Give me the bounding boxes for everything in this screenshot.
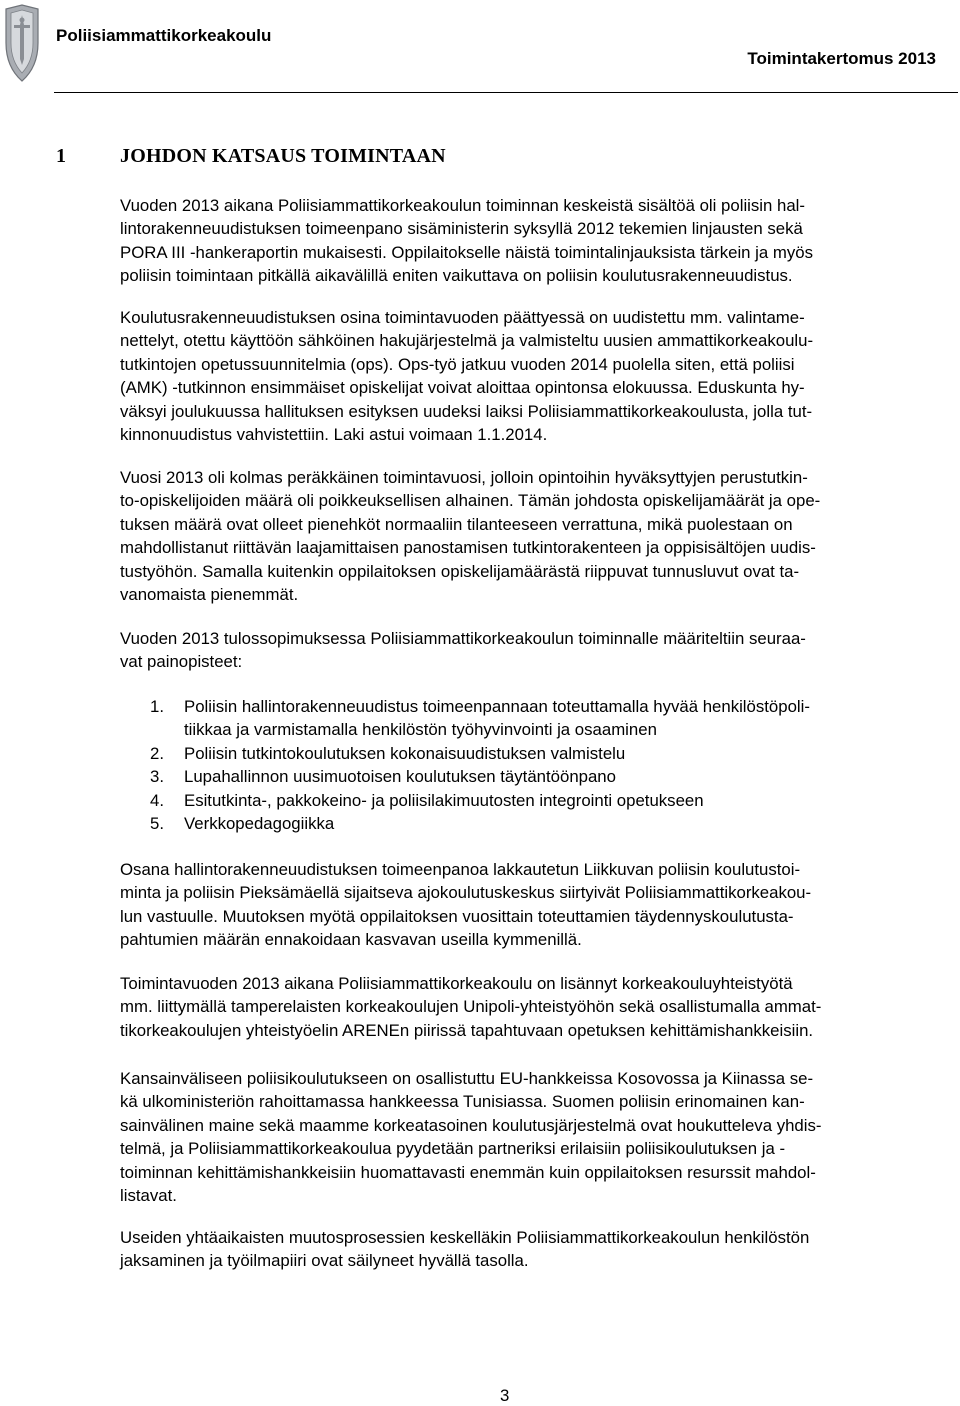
text-line: minta ja poliisin Pieksämäellä sijaitseva ajokoulutuskeskus siirtyivät Poliisiammattikorkeakou- — [120, 883, 812, 903]
text-line: mahdollistanut riittävän laajamittaisen panostamisen tutkintorakenteen ja oppisisältöjen uudis- — [120, 538, 816, 558]
text-line: pahtumien määrän ennakoidaan kasvavan useilla kymmenillä. — [120, 930, 582, 950]
text-line: lun vastuulle. Muutoksen myötä oppilaitoksen vuosittain toteuttamien täydennyskoulutusta- — [120, 906, 794, 926]
list-item-number: 2. — [150, 743, 164, 763]
text-line: väksyi joulukuussa hallituksen esityksen uudeksi laiksi Poliisiammattikorkeakoulusta, jolla tut- — [120, 401, 813, 421]
paragraph — [120, 1226, 960, 1273]
paragraph — [120, 972, 960, 1042]
list-item — [120, 789, 960, 812]
text-line: Vuoden 2013 aikana Poliisiammattikorkeakoulun toiminnan keskeistä sisältöä oli poliisin hal- — [120, 196, 805, 215]
page-number: 3 — [500, 1386, 510, 1405]
section-number: 1 — [56, 145, 66, 167]
text-line: tuksen määrä ovat olleet pienehköt normaaliin tilanteeseen verrattuna, mikä puolestaan on — [120, 514, 793, 534]
list-item — [120, 742, 960, 765]
text-line: vanomaista pienemmät. — [120, 585, 299, 605]
text-line: listavat. — [120, 1186, 177, 1206]
list-item-number: 3. — [150, 767, 164, 787]
paragraph — [120, 466, 960, 606]
list-item-text: Verkkopedagogiikka — [184, 814, 335, 834]
list-item-number: 4. — [150, 790, 164, 810]
text-line: tikorkeakoulujen yhteistyöelin ARENEn piirissä tapahtuvaan opetuksen kehittämishankkeisiin. — [120, 1020, 814, 1040]
text-line: Vuoden 2013 tulossopimuksessa Poliisiammattikorkeakoulun toiminnalle määriteltiin seuraa- — [120, 629, 806, 648]
list-item — [120, 695, 960, 742]
text-line: nettelyt, otettu käyttöön sähköinen hakujärjestelmä ja valmisteltu uusien ammattikorkeakoulu- — [120, 331, 814, 351]
section-title: JOHDON KATSAUS TOIMINTAAN — [120, 145, 446, 167]
text-line: telmä, ja Poliisiammattikorkeakoulua pyydetään partneriksi erilaisiin poliisikoulutuksen ja - — [120, 1139, 786, 1159]
text-line: Useiden yhtäaikaisten muutosprosessien keskelläkin Poliisiammattikorkeakoulun henkilöstön — [120, 1228, 810, 1247]
text-line: PORA III -hankeraportin mukaisesti. Oppilaitokselle näistä toimintalinjauksista tärkein ja myös — [120, 242, 813, 262]
list-item-text: Esitutkinta-, pakkokeino- ja poliisilakimuutosten integrointi opetukseen — [184, 790, 704, 810]
police-badge-logo — [2, 3, 42, 85]
text-line: (AMK) -tutkinnon ensimmäiset opiskelijat voivat aloittaa opintonsa elokuussa. Eduskunta hy- — [120, 378, 805, 398]
text-line: to-opiskelijoiden määrä oli poikkeuksellisen alhainen. Tämän johdosta opiskelijamäärät ja ope- — [120, 491, 821, 511]
text-line: Toimintavuoden 2013 aikana Poliisiammattikorkeakoulu on lisännyt korkeakouluyhteistyötä — [120, 974, 793, 993]
paragraph — [120, 627, 960, 674]
list-item-text: Lupahallinnon uusimuotoisen koulutuksen täytäntöönpano — [184, 767, 616, 787]
organization-name: Poliisiammattikorkeakoulu — [56, 26, 272, 45]
list-item-number: 5. — [150, 814, 164, 834]
text-line: toiminnan kehittämishankkeisiin huomattavasti enemmän kuin oppilaitoksen resurssit mahdol- — [120, 1162, 816, 1182]
paragraph — [120, 858, 960, 952]
priority-list — [120, 695, 960, 835]
text-line: kä ulkoministeriön rahoittamassa hankkeessa Tunisiassa. Suomen poliisin erinomainen kan- — [120, 1092, 805, 1112]
paragraph — [120, 1067, 960, 1207]
text-line: Vuosi 2013 oli kolmas peräkkäinen toimintavuosi, jolloin opintoihin hyväksyttyjen perustutkin- — [120, 468, 808, 487]
text-line: Kansainväliseen poliisikoulutukseen on osallistuttu EU-hankkeissa Kosovossa ja Kiinassa se- — [120, 1069, 814, 1088]
paragraph — [120, 194, 960, 288]
text-line: vat painopisteet: — [120, 652, 243, 672]
text-line: Osana hallintorakenneuudistuksen toimeenpanoa lakkautetun Liikkuvan poliisin koulutustoi- — [120, 860, 801, 879]
text-line: Koulutusrakenneuudistuksen osina toimintavuoden päättyessä on uudistettu mm. valintame- — [120, 308, 805, 327]
text-line: kinnonuudistus vahvistettiin. Laki astui voimaan 1.1.2014. — [120, 425, 548, 445]
text-line: lintorakenneuudistuksen toimeenpano sisäministerin syksyllä 2012 tekemien linjausten sekä — [120, 219, 803, 239]
list-item — [120, 765, 960, 788]
list-item-number: 1. — [150, 697, 164, 716]
text-line: jaksaminen ja työilmapiiri ovat säilyneet hyvällä tasolla. — [120, 1251, 529, 1271]
list-item-text: Poliisin tutkintokoulutuksen kokonaisuudistuksen valmistelu — [184, 743, 626, 763]
list-item — [120, 812, 960, 835]
header-divider — [54, 92, 958, 93]
list-item-text: tiikkaa ja varmistamalla henkilöstön työhyvinvointi ja osaaminen — [184, 720, 657, 740]
page-header — [0, 0, 960, 96]
text-line: mm. liittymällä tamperelaisten korkeakoulujen Unipoli-yhteistyöhön sekä osallistumalla ammat- — [120, 997, 822, 1017]
list-item-text: Poliisin hallintorakenneuudistus toimeenpannaan toteuttamalla hyvää henkilöstöpoli- — [184, 697, 810, 716]
paragraph — [120, 306, 960, 446]
text-line: poliisin toimintaan pitkällä aikavälillä eniten vaikuttava on poliisin koulutusrakenneuudistus. — [120, 266, 793, 286]
text-line: tustyöhön. Samalla kuitenkin oppilaitoksen opiskelijamäärästä riippuvat tunnusluvut ovat ta- — [120, 561, 800, 581]
report-title: Toimintakertomus 2013 — [747, 49, 936, 68]
text-line: sainvälinen maine sekä maamme korkeatasoinen koulutusjärjestelmä ovat houkutteleva yhdis- — [120, 1115, 822, 1135]
text-line: tutkintojen opetussuunnitelmia (ops). Ops-työ jatkuu vuoden 2014 puolella siten, että poliisi — [120, 354, 795, 374]
